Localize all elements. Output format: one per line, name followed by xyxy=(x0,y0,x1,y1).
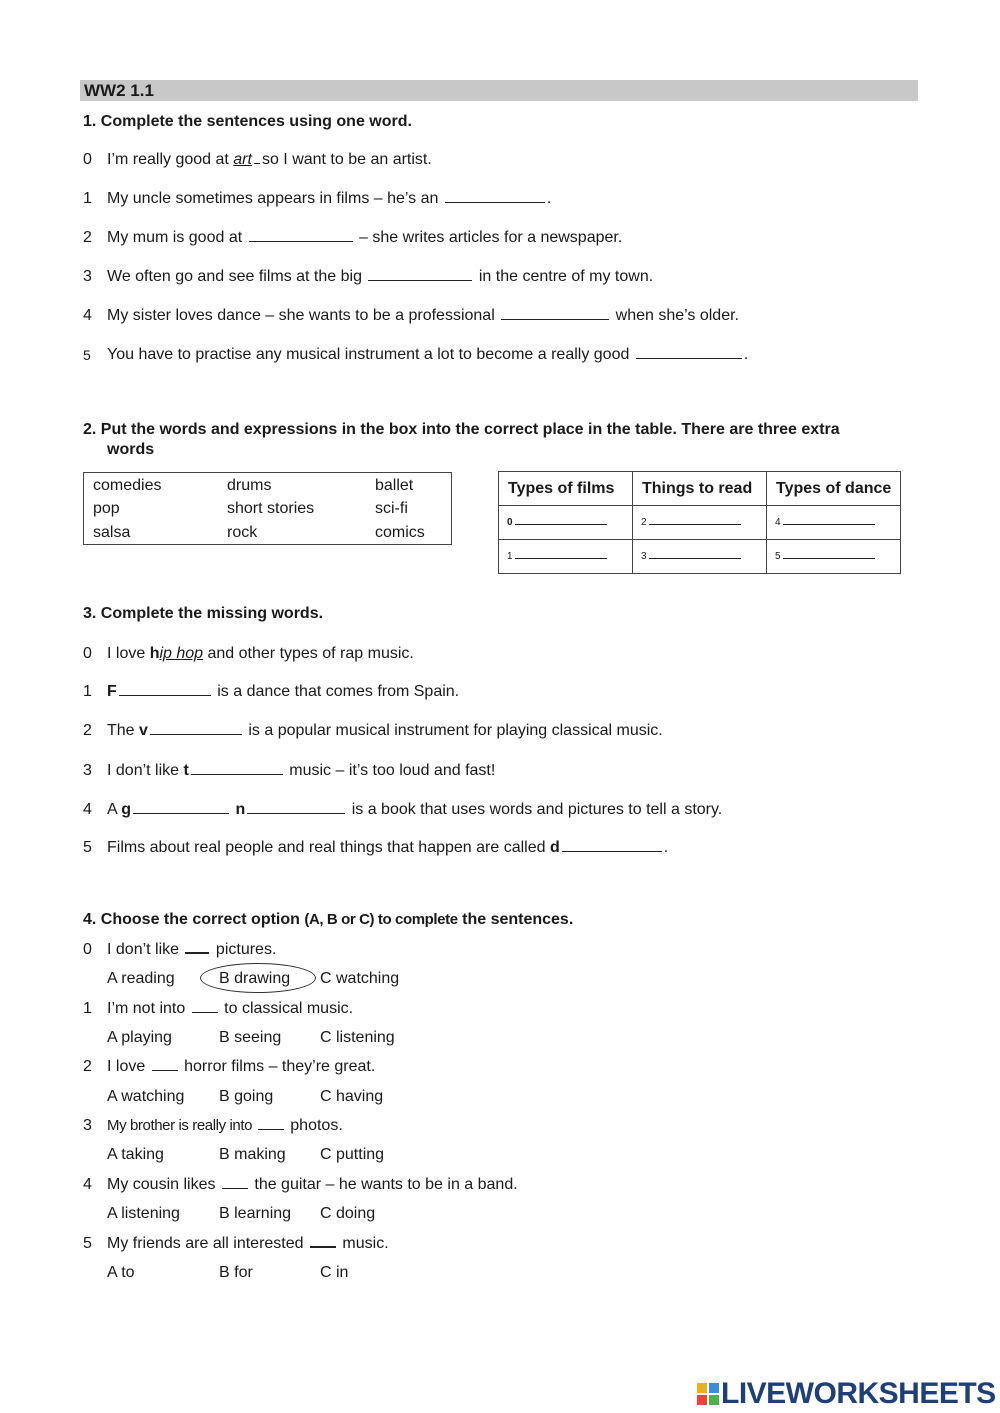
box-word[interactable]: short stories xyxy=(227,500,315,517)
s4-question-1: I’m not into to classical music. xyxy=(107,1000,354,1017)
s3-blank-4b[interactable] xyxy=(247,812,345,814)
s4-option-3b[interactable]: B making xyxy=(219,1146,286,1163)
s3-item-0: I love hip hop and other types of rap music. xyxy=(107,645,414,662)
s4-num-3: 3 xyxy=(83,1117,92,1134)
s4-option-3a[interactable]: A taking xyxy=(107,1146,164,1163)
s3-num-1: 1 xyxy=(83,683,92,700)
table-header-films: Types of films xyxy=(499,472,633,506)
s3-num-5: 5 xyxy=(83,839,92,856)
s3-blank-3[interactable] xyxy=(191,773,283,775)
table-header-dance: Types of dance xyxy=(767,472,901,506)
s3-num-3: 3 xyxy=(83,762,92,779)
s3-item-4: A g n is a book that uses words and pictures to tell a story. xyxy=(107,801,723,818)
s3-blank-4a[interactable] xyxy=(133,812,229,814)
box-word[interactable]: sci-fi xyxy=(375,500,408,517)
s3-answer-0: ip hop xyxy=(159,645,204,662)
s4-option-1a[interactable]: A playing xyxy=(107,1029,172,1046)
s1-blank-1[interactable] xyxy=(445,201,545,203)
answer-circle xyxy=(200,963,316,993)
s1-item-1: My uncle sometimes appears in films – he’s an . xyxy=(107,190,552,207)
s3-blank-1[interactable] xyxy=(119,694,211,696)
s1-item-0: I’m really good at art so I want to be an artist. xyxy=(107,151,432,168)
s4-option-0b[interactable]: B drawing xyxy=(219,970,291,987)
s4-question-4: My cousin likes the guitar – he wants to be in a band. xyxy=(107,1176,518,1193)
s1-num-0: 0 xyxy=(83,151,92,168)
word-box xyxy=(83,472,452,545)
s4-option-0c[interactable]: C watching xyxy=(320,970,400,987)
s4-option-2b[interactable]: B going xyxy=(219,1088,274,1105)
s1-blank-2[interactable] xyxy=(249,240,353,242)
section3-title: 3. Complete the missing words. xyxy=(83,605,324,622)
s4-question-3: My brother is really into photos. xyxy=(107,1117,343,1134)
s3-blank-5[interactable] xyxy=(562,850,662,852)
s4-num-1: 1 xyxy=(83,1000,92,1017)
s1-num-4: 4 xyxy=(83,307,92,324)
s4-option-1b[interactable]: B seeing xyxy=(219,1029,282,1046)
s3-item-5: Films about real people and real things that happen are called d . xyxy=(107,839,669,856)
logo-squares-icon xyxy=(697,1383,719,1405)
s4-num-2: 2 xyxy=(83,1058,92,1075)
s4-question-5: My friends are all interested music. xyxy=(107,1235,389,1252)
section2-title-line2: words xyxy=(107,441,155,458)
liveworksheets-logo: LIVEWORKSHEETS xyxy=(697,1377,996,1411)
box-word[interactable]: pop xyxy=(93,500,120,517)
section4-title: 4. Choose the correct option (A, B or C) to complete the sentences. xyxy=(83,911,574,928)
box-word[interactable]: ballet xyxy=(375,477,414,494)
s1-num-2: 2 xyxy=(83,229,92,246)
table-header-read: Things to read xyxy=(633,472,767,506)
s4-option-0a[interactable]: A reading xyxy=(107,970,175,987)
s4-option-4c[interactable]: C doing xyxy=(320,1205,376,1222)
s4-option-3c[interactable]: C putting xyxy=(320,1146,385,1163)
box-word[interactable]: salsa xyxy=(93,524,131,541)
box-word[interactable]: drums xyxy=(227,477,272,494)
s3-num-0: 0 xyxy=(83,645,92,662)
s3-blank-2[interactable] xyxy=(150,733,242,735)
s1-num-3: 3 xyxy=(83,268,92,285)
section1-title: 1. Complete the sentences using one word. xyxy=(83,113,412,130)
s4-question-2: I love horror films – they’re great. xyxy=(107,1058,376,1075)
header-bar xyxy=(80,80,918,101)
s4-option-4a[interactable]: A listening xyxy=(107,1205,180,1222)
s3-item-1: F is a dance that comes from Spain. xyxy=(107,683,460,700)
s1-item-5: You have to practise any musical instrument a lot to become a really good . xyxy=(107,346,749,363)
s3-item-2: The v is a popular musical instrument for playing classical music. xyxy=(107,722,663,739)
s4-option-4b[interactable]: B learning xyxy=(219,1205,292,1222)
s4-option-2c[interactable]: C having xyxy=(320,1088,384,1105)
s1-blank-4[interactable] xyxy=(501,318,609,320)
s1-item-2: My mum is good at – she writes articles for a newspaper. xyxy=(107,229,623,246)
s4-option-5a[interactable]: A to xyxy=(107,1264,135,1281)
s1-item-3: We often go and see films at the big in the centre of my town. xyxy=(107,268,654,285)
section2-title: 2. Put the words and expressions in the box into the correct place in the table. There are three extra xyxy=(83,421,840,438)
table-cell-1[interactable]: 1 xyxy=(499,540,633,574)
s1-blank-5[interactable] xyxy=(636,357,742,359)
table-cell-5[interactable]: 5 xyxy=(767,540,901,574)
s1-item-4: My sister loves dance – she wants to be a professional when she’s older. xyxy=(107,307,739,324)
table-cell-2[interactable]: 2 xyxy=(633,506,767,540)
table-cell-0[interactable]: 0 xyxy=(499,506,633,540)
s3-item-3: I don’t like t music – it’s too loud and fast! xyxy=(107,762,496,779)
s4-option-1c[interactable]: C listening xyxy=(320,1029,395,1046)
s1-num-1: 1 xyxy=(83,190,92,207)
s4-num-0: 0 xyxy=(83,941,92,958)
table-cell-3[interactable]: 3 xyxy=(633,540,767,574)
s1-answer-0: art xyxy=(233,151,252,168)
box-word[interactable]: comedies xyxy=(93,477,162,494)
s1-blank-3[interactable] xyxy=(368,279,472,281)
s1-num-5: 5 xyxy=(83,347,91,363)
box-word[interactable]: comics xyxy=(375,524,425,541)
worksheet-title: WW2 1.1 xyxy=(84,81,154,100)
s4-num-4: 4 xyxy=(83,1176,92,1193)
s4-question-0: I don’t like pictures. xyxy=(107,941,277,958)
s4-option-5b[interactable]: B for xyxy=(219,1264,253,1281)
s3-num-4: 4 xyxy=(83,801,92,818)
category-table xyxy=(498,471,901,574)
s4-option-5c[interactable]: C in xyxy=(320,1264,349,1281)
table-cell-4[interactable]: 4 xyxy=(767,506,901,540)
s3-num-2: 2 xyxy=(83,722,92,739)
s4-option-2a[interactable]: A watching xyxy=(107,1088,185,1105)
s4-num-5: 5 xyxy=(83,1235,92,1252)
box-word[interactable]: rock xyxy=(227,524,258,541)
